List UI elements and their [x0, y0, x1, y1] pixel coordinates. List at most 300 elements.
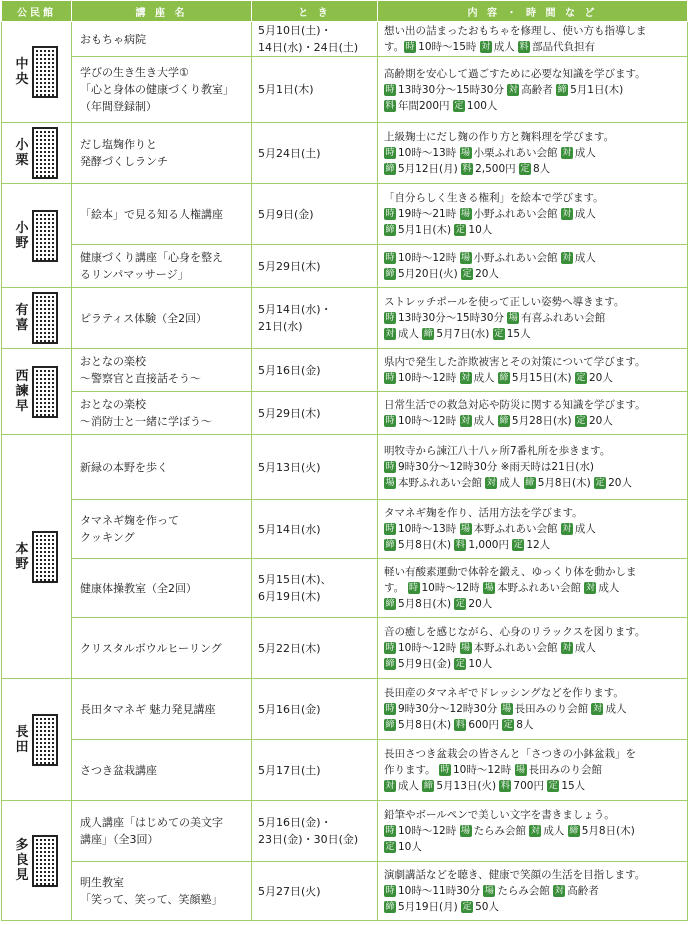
details-text: 高齢者	[567, 885, 599, 897]
info-tag-capacity: 定	[455, 225, 465, 235]
course-name-cell	[72, 349, 252, 392]
details-line	[384, 23, 683, 39]
date-line: 5月29日(木)	[258, 259, 321, 273]
details-text: 5月1日(木)	[570, 83, 624, 96]
table-row	[2, 618, 688, 679]
kouminkan-cell	[2, 679, 72, 801]
details-line	[384, 717, 683, 733]
details-line	[384, 370, 683, 386]
info-tag-place: 場	[508, 313, 518, 323]
details-text: 13時30分～15時30分	[398, 312, 508, 324]
details-text: 50人	[475, 901, 499, 913]
details-text: 8人	[532, 163, 551, 175]
details-line	[384, 521, 683, 537]
details-text: 10人	[468, 224, 493, 236]
info-tag-deadline: 締	[385, 540, 395, 550]
details-text: 5月28日(水)	[511, 415, 575, 427]
details-text: 5月13日(火)	[436, 780, 500, 792]
details-line	[384, 82, 683, 98]
kouminkan-name-char: 早	[15, 399, 29, 414]
details-text: 作ります。	[384, 764, 439, 776]
info-tag-capacity: 定	[454, 100, 464, 111]
header-kouminkan: 公民館	[2, 1, 72, 22]
info-tag-target: 対	[562, 524, 572, 534]
kouminkan-cell	[2, 801, 72, 921]
details-text: 5月8日(木)	[398, 719, 455, 731]
details-line	[384, 266, 683, 282]
header-date: と き	[252, 1, 378, 22]
course-name-line: （年間登録制）	[80, 100, 157, 113]
kouminkan-name-char: 見	[15, 868, 29, 883]
info-tag-fee: 料	[462, 164, 472, 174]
info-tag-time: 時	[385, 373, 395, 383]
info-tag-time: 時	[385, 253, 395, 263]
details-text: 10時～13時	[398, 523, 460, 535]
info-tag-deadline: 締	[385, 720, 395, 730]
info-tag-deadline: 締	[385, 902, 395, 912]
info-tag-time: 時	[385, 826, 395, 836]
date-cell	[252, 679, 378, 740]
table-row	[2, 435, 688, 500]
info-tag-time: 時	[385, 524, 395, 534]
details-cell	[378, 679, 688, 740]
details-text: 成人	[473, 372, 498, 384]
date-line: 5月16日(金)	[258, 702, 321, 716]
info-tag-deadline: 締	[385, 659, 395, 669]
course-name-cell	[72, 500, 252, 559]
info-tag-target: 対	[585, 583, 595, 593]
info-tag-capacity: 定	[595, 478, 605, 488]
details-text: 本野ふれあい会館	[497, 582, 585, 594]
details-text: 成人	[598, 582, 620, 594]
info-tag-time: 時	[385, 209, 395, 219]
course-name-line: おとなの楽校	[80, 355, 146, 368]
course-name-line: クッキング	[80, 531, 135, 544]
qr-code-image[interactable]	[32, 835, 58, 887]
details-line	[384, 624, 683, 640]
course-name-cell	[72, 22, 252, 57]
info-tag-capacity: 定	[576, 373, 586, 383]
details-cell	[378, 392, 688, 435]
details-text: 部品代負担有	[532, 41, 596, 53]
info-tag-target: 対	[592, 704, 602, 714]
details-text: 成人	[605, 703, 627, 715]
details-text: 20人	[588, 372, 613, 384]
info-tag-deadline: 締	[385, 225, 395, 235]
kouminkan-cell	[2, 22, 72, 123]
info-tag-time: 時	[440, 765, 450, 775]
details-text: 5月15日(木)	[511, 372, 575, 384]
details-cell	[378, 288, 688, 349]
kouminkan-name	[15, 542, 29, 572]
details-text: 「自分らしく生きる権利」を絵本で学びます。	[384, 192, 604, 204]
details-line	[384, 475, 683, 491]
course-name-line: 「笑って、笑って、笑顔塾」	[80, 893, 223, 906]
info-tag-fee: 料	[455, 540, 465, 550]
course-name-line: るリンパマッサージ」	[80, 268, 189, 281]
details-cell	[378, 22, 688, 57]
kouminkan-cell-inner	[2, 366, 71, 418]
course-name-cell	[72, 57, 252, 123]
kouminkan-cell-inner	[2, 127, 71, 179]
kouminkan-name-char: 本	[15, 541, 29, 557]
course-name-line: 健康体操教室（全2回）	[80, 581, 197, 595]
info-tag-capacity: 定	[503, 720, 513, 730]
date-cell	[252, 288, 378, 349]
kouminkan-name-char: 有	[15, 303, 29, 318]
kouminkan-cell-inner	[2, 714, 71, 766]
info-tag-time: 時	[385, 313, 395, 323]
details-cell	[378, 500, 688, 559]
kouminkan-cell-inner	[2, 531, 71, 583]
header-details: 内 容 ・ 時 間 な ど	[378, 1, 688, 22]
details-text: 年間200円	[398, 99, 453, 112]
details-text: 5月9日(金)	[398, 658, 455, 670]
details-line	[384, 326, 683, 342]
details-text: 13時30分～15時30分	[398, 83, 508, 96]
details-text: 軽い有酸素運動で体幹を鍛え、ゆっくり体を動かしま	[384, 566, 637, 578]
date-cell	[252, 618, 378, 679]
details-text: 長田みのり会館	[514, 703, 592, 715]
details-line	[384, 145, 683, 161]
course-name-line: 発酵づくしランチ	[80, 155, 168, 168]
details-text: 10時～12時	[398, 372, 460, 384]
course-name-line: ～消防士と一緒に学ぼう～	[80, 415, 212, 428]
details-text: 県内で発生した詐欺被害とその対策について学びます。	[384, 356, 646, 368]
info-tag-capacity: 定	[462, 902, 472, 912]
kouminkan-cell	[2, 288, 72, 349]
course-name-cell	[72, 559, 252, 618]
course-name-line: だし塩麹作りと	[80, 138, 157, 151]
table-row	[2, 288, 688, 349]
details-cell	[378, 184, 688, 245]
details-text: 演劇講話などを聴き、健康で笑顔の生活を目指します。	[384, 869, 646, 881]
date-cell	[252, 435, 378, 500]
details-line	[384, 161, 683, 177]
details-text: 19時～21時	[398, 208, 460, 220]
date-cell	[252, 57, 378, 123]
details-text: す。	[384, 582, 408, 594]
details-line	[384, 899, 683, 915]
details-text: 10時～15時	[418, 41, 480, 53]
details-text: 100人	[466, 99, 498, 112]
kouminkan-cell-inner	[2, 210, 71, 262]
details-text: 日常生活での救急対応や防災に関する知識を学びます。	[384, 399, 646, 411]
date-line: 5月14日(水)・	[258, 303, 332, 316]
details-text: 20人	[588, 415, 613, 427]
info-tag-place: 場	[502, 704, 512, 714]
info-tag-capacity: 定	[455, 599, 465, 609]
details-text: 上級麹士にだし麹の作り方と麹料理を学びます。	[384, 131, 615, 143]
details-line	[384, 656, 683, 672]
info-tag-capacity: 定	[576, 416, 586, 426]
info-tag-target: 対	[461, 373, 471, 383]
details-line	[384, 459, 683, 475]
details-text: 10時～12時	[421, 582, 484, 594]
date-cell	[252, 349, 378, 392]
details-text: 本野ふれあい会館	[473, 523, 561, 535]
course-name-line: 明生教室	[80, 876, 124, 889]
details-text: 音の癒しを感じながら、心身のリラックスを図ります。	[384, 626, 646, 638]
date-cell	[252, 392, 378, 435]
qr-code-image[interactable]	[32, 127, 58, 179]
details-text: 5月7日(水)	[436, 328, 493, 340]
kouminkan-name-char: 央	[15, 72, 29, 87]
details-cell	[378, 862, 688, 921]
course-schedule-table	[1, 0, 688, 921]
qr-code-image[interactable]	[32, 46, 58, 98]
date-line: 5月13日(火)	[258, 460, 321, 474]
details-line	[384, 596, 683, 612]
details-text: 5月1日(木)	[398, 224, 455, 236]
details-cell	[378, 123, 688, 184]
kouminkan-name-char: 小	[15, 138, 29, 153]
info-tag-place: 場	[461, 826, 471, 836]
kouminkan-name-char: 長	[15, 724, 29, 740]
kouminkan-name-char: 中	[15, 57, 29, 72]
details-text: 長田みのり会館	[528, 764, 603, 776]
kouminkan-name-char: 栗	[15, 153, 29, 168]
course-name-cell	[72, 862, 252, 921]
info-tag-capacity: 定	[520, 164, 530, 174]
info-tag-place: 場	[461, 148, 471, 158]
qr-code-image[interactable]	[32, 531, 58, 583]
kouminkan-cell-inner	[2, 292, 71, 344]
details-cell	[378, 57, 688, 123]
date-line: 5月24日(土)	[258, 146, 321, 160]
details-line	[384, 867, 683, 883]
details-line	[384, 222, 683, 238]
qr-code-image[interactable]	[32, 714, 58, 766]
date-cell	[252, 559, 378, 618]
kouminkan-name	[15, 838, 29, 883]
details-text: 9時30分～12時30分	[398, 703, 501, 715]
info-tag-capacity: 定	[455, 659, 465, 669]
details-text: 小野ふれあい会館	[473, 208, 561, 220]
info-tag-target: 対	[562, 253, 572, 263]
details-text: 600円	[468, 719, 503, 731]
info-tag-fee: 料	[455, 720, 465, 730]
details-line	[384, 413, 683, 429]
details-text: 10人	[468, 658, 493, 670]
date-cell	[252, 184, 378, 245]
details-text: 5月12日(月)	[398, 163, 462, 175]
details-text: 20人	[475, 268, 499, 280]
details-text: 5月19日(月)	[398, 901, 462, 913]
info-tag-fee: 料	[519, 42, 529, 52]
course-name-cell	[72, 245, 252, 288]
info-tag-fee: 料	[500, 781, 510, 791]
info-tag-target: 対	[508, 84, 518, 95]
info-tag-capacity: 定	[494, 329, 504, 339]
kouminkan-name	[15, 221, 29, 251]
date-line: 5月22日(木)	[258, 641, 321, 655]
details-line	[384, 206, 683, 222]
details-line	[384, 883, 683, 899]
info-tag-target: 対	[530, 826, 540, 836]
details-line	[384, 98, 683, 114]
date-line: 5月10日(土)・	[258, 24, 332, 37]
details-line	[384, 250, 683, 266]
course-name-cell	[72, 618, 252, 679]
details-line	[384, 294, 683, 310]
date-line: 5月17日(土)	[258, 763, 321, 777]
course-name-cell	[72, 392, 252, 435]
course-name-cell	[72, 184, 252, 245]
details-line	[384, 640, 683, 656]
table-row	[2, 862, 688, 921]
details-text: 5月20日(火)	[398, 268, 462, 280]
info-tag-place: 場	[461, 524, 471, 534]
details-line	[384, 39, 683, 55]
table-row	[2, 392, 688, 435]
details-text: 想い出の詰まったおもちゃを修理し、使い方も指導しま	[384, 25, 647, 37]
details-text: 10人	[398, 841, 422, 853]
date-line: 21日(水)	[258, 320, 303, 333]
details-cell	[378, 435, 688, 500]
course-name-line: おもちゃ病院	[80, 32, 146, 46]
details-text: 高齢期を安心して過ごすために必要な知識を学びます。	[384, 67, 646, 80]
details-line	[384, 823, 683, 839]
header-course-name: 講 座 名	[72, 1, 252, 22]
details-text: 5月8日(木)	[398, 539, 455, 551]
info-tag-target: 対	[385, 329, 395, 339]
info-tag-deadline: 締	[525, 478, 535, 488]
details-text: 本野ふれあい会館	[473, 642, 561, 654]
table-row	[2, 740, 688, 801]
info-tag-place: 場	[484, 583, 494, 593]
table-row	[2, 57, 688, 123]
details-text: 長田さつき盆栽会の皆さんと「さつきの小鉢盆栽」を	[384, 748, 636, 760]
details-text: タマネギ麹を作り、活用方法を学びます。	[384, 507, 583, 519]
course-name-line: タマネギ麹を作って	[80, 514, 179, 527]
qr-code-image[interactable]	[32, 292, 58, 344]
details-text: 5月8日(木)	[537, 477, 595, 489]
date-line: 5月27日(火)	[258, 884, 321, 898]
table-row	[2, 500, 688, 559]
info-tag-deadline: 締	[499, 416, 509, 426]
details-text: 5月8日(木)	[581, 825, 635, 837]
table-body	[2, 22, 688, 921]
table-row	[2, 245, 688, 288]
info-tag-time: 時	[385, 84, 395, 95]
kouminkan-name	[15, 725, 29, 755]
info-tag-target: 対	[486, 478, 496, 488]
details-text: す。	[384, 41, 405, 53]
info-tag-deadline: 締	[385, 269, 395, 279]
details-line	[384, 537, 683, 553]
details-text: 15人	[506, 328, 531, 340]
kouminkan-name-char: 諫	[15, 384, 29, 399]
details-line	[384, 190, 683, 206]
info-tag-place: 場	[461, 253, 471, 263]
details-line	[384, 778, 683, 794]
details-text: 明牧寺から諫江八十八ヶ所7番札所を歩きます。	[384, 445, 611, 457]
table-row	[2, 184, 688, 245]
info-tag-capacity: 定	[385, 842, 395, 852]
kouminkan-cell	[2, 123, 72, 184]
course-name-cell	[72, 288, 252, 349]
details-text: 1,000円	[468, 539, 513, 551]
table-row	[2, 123, 688, 184]
details-line	[384, 580, 683, 596]
info-tag-place: 場	[516, 765, 526, 775]
details-text: ストレッチポールを使って正しい姿勢へ導きます。	[384, 296, 625, 308]
qr-code-image[interactable]	[32, 366, 58, 418]
details-cell	[378, 349, 688, 392]
info-tag-time: 時	[385, 704, 395, 714]
details-line	[384, 839, 683, 855]
date-line: 5月15日(木)、	[258, 573, 332, 586]
details-text: 小栗ふれあい会館	[473, 147, 561, 159]
course-name-line: 学びの生き生き大学①	[80, 66, 189, 79]
details-text: 700円	[513, 780, 548, 792]
details-text: 成人	[499, 477, 524, 489]
details-line	[384, 701, 683, 717]
details-line	[384, 685, 683, 701]
date-line: 6月19日(木)	[258, 590, 321, 603]
date-cell	[252, 500, 378, 559]
details-text: 20人	[608, 477, 632, 489]
details-line	[384, 505, 683, 521]
info-tag-time: 時	[385, 643, 395, 653]
details-text: 10時～12時	[453, 764, 515, 776]
course-name-line: ピラティス体験（全2回）	[80, 311, 208, 325]
details-text: 本野ふれあい会館	[398, 477, 486, 489]
info-tag-target: 対	[554, 886, 564, 896]
details-text: 9時30分～12時30分 ※雨天時は21日(水)	[398, 461, 594, 473]
date-cell	[252, 123, 378, 184]
info-tag-deadline: 締	[423, 781, 433, 791]
details-text: たらみ会館	[473, 825, 530, 837]
details-text: 成人	[574, 208, 596, 220]
info-tag-target: 対	[385, 781, 395, 791]
details-line	[384, 746, 683, 762]
date-cell	[252, 22, 378, 57]
details-text: 15人	[561, 780, 586, 792]
kouminkan-cell-inner	[2, 835, 71, 887]
table-row	[2, 679, 688, 740]
info-tag-place: 場	[461, 643, 471, 653]
info-tag-deadline: 締	[385, 164, 395, 174]
course-name-line: 新緑の本野を歩く	[80, 460, 168, 474]
details-text: 有喜ふれあい会館	[521, 312, 606, 324]
date-line: 5月9日(金)	[258, 207, 314, 221]
details-text: 8人	[516, 719, 534, 731]
course-name-cell	[72, 679, 252, 740]
info-tag-place: 場	[461, 209, 471, 219]
date-line: 5月14日(水)	[258, 522, 321, 536]
details-text: たらみ会館	[497, 885, 554, 897]
info-tag-time: 時	[385, 148, 395, 158]
details-text: 成人	[473, 415, 498, 427]
qr-code-image[interactable]	[32, 210, 58, 262]
info-tag-place: 場	[484, 886, 494, 896]
info-tag-time: 時	[385, 416, 395, 426]
details-text: 長田産のタマネギでドレッシングなどを作ります。	[384, 687, 624, 699]
details-text: 成人	[398, 328, 423, 340]
details-text: 2,500円	[475, 163, 519, 175]
kouminkan-name-char: 田	[15, 739, 29, 755]
date-line: 14日(水)・24日(土)	[258, 41, 359, 54]
details-line	[384, 807, 683, 823]
info-tag-capacity: 定	[548, 781, 558, 791]
date-cell	[252, 740, 378, 801]
info-tag-fee: 料	[385, 100, 395, 111]
kouminkan-cell	[2, 349, 72, 435]
kouminkan-name-char: 野	[15, 556, 29, 572]
kouminkan-name-char: 良	[15, 853, 29, 868]
